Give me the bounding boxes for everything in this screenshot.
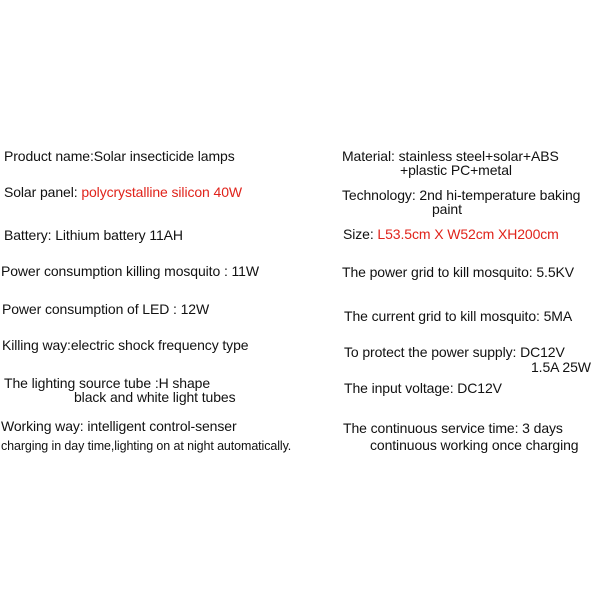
solar-panel-spec <box>4 184 242 200</box>
killing-way-text: Killing way:electric shock frequency type <box>2 337 249 353</box>
solar-panel-label: Solar panel: <box>4 184 82 200</box>
size-label: Size: <box>343 226 378 242</box>
lighting-source-line1: The lighting source tube :H shape <box>4 375 211 391</box>
protect-power-line1: To protect the power supply: DC12V <box>344 344 565 360</box>
power-consumption-mosquito-text: Power consumption killing mosquito : 11W <box>1 263 259 279</box>
lighting-source-line2: black and white light tubes <box>74 389 236 405</box>
product-name-text: Product name:Solar insecticide lamps <box>4 148 235 164</box>
material-line2: +plastic PC+metal <box>400 162 512 178</box>
battery-text: Battery: Lithium battery 11AH <box>4 227 183 243</box>
power-grid-text: The power grid to kill mosquito: 5.5KV <box>342 264 574 280</box>
material-line1: Material: stainless steel+solar+ABS <box>342 148 559 164</box>
service-time-line1: The continuous service time: 3 days <box>343 420 563 436</box>
size-spec <box>343 226 559 242</box>
input-voltage-text: The input voltage: DC12V <box>344 380 502 396</box>
working-way-line1: Working way: intelligent control-senser <box>1 418 237 434</box>
power-consumption-led-text: Power consumption of LED : 12W <box>2 301 210 317</box>
current-grid-text: The current grid to kill mosquito: 5MA <box>344 308 573 324</box>
service-time-line2: continuous working once charging <box>370 437 579 453</box>
technology-line1: Technology: 2nd hi-temperature baking <box>342 187 581 203</box>
working-way-line2: charging in day time,lighting on at night automatically. <box>1 439 292 453</box>
technology-line2: paint <box>432 201 462 217</box>
protect-power-line2: 1.5A 25W <box>531 359 591 375</box>
solar-panel-value: polycrystalline silicon 40W <box>81 184 243 200</box>
size-value: L53.5cm X W52cm XH200cm <box>377 226 559 242</box>
